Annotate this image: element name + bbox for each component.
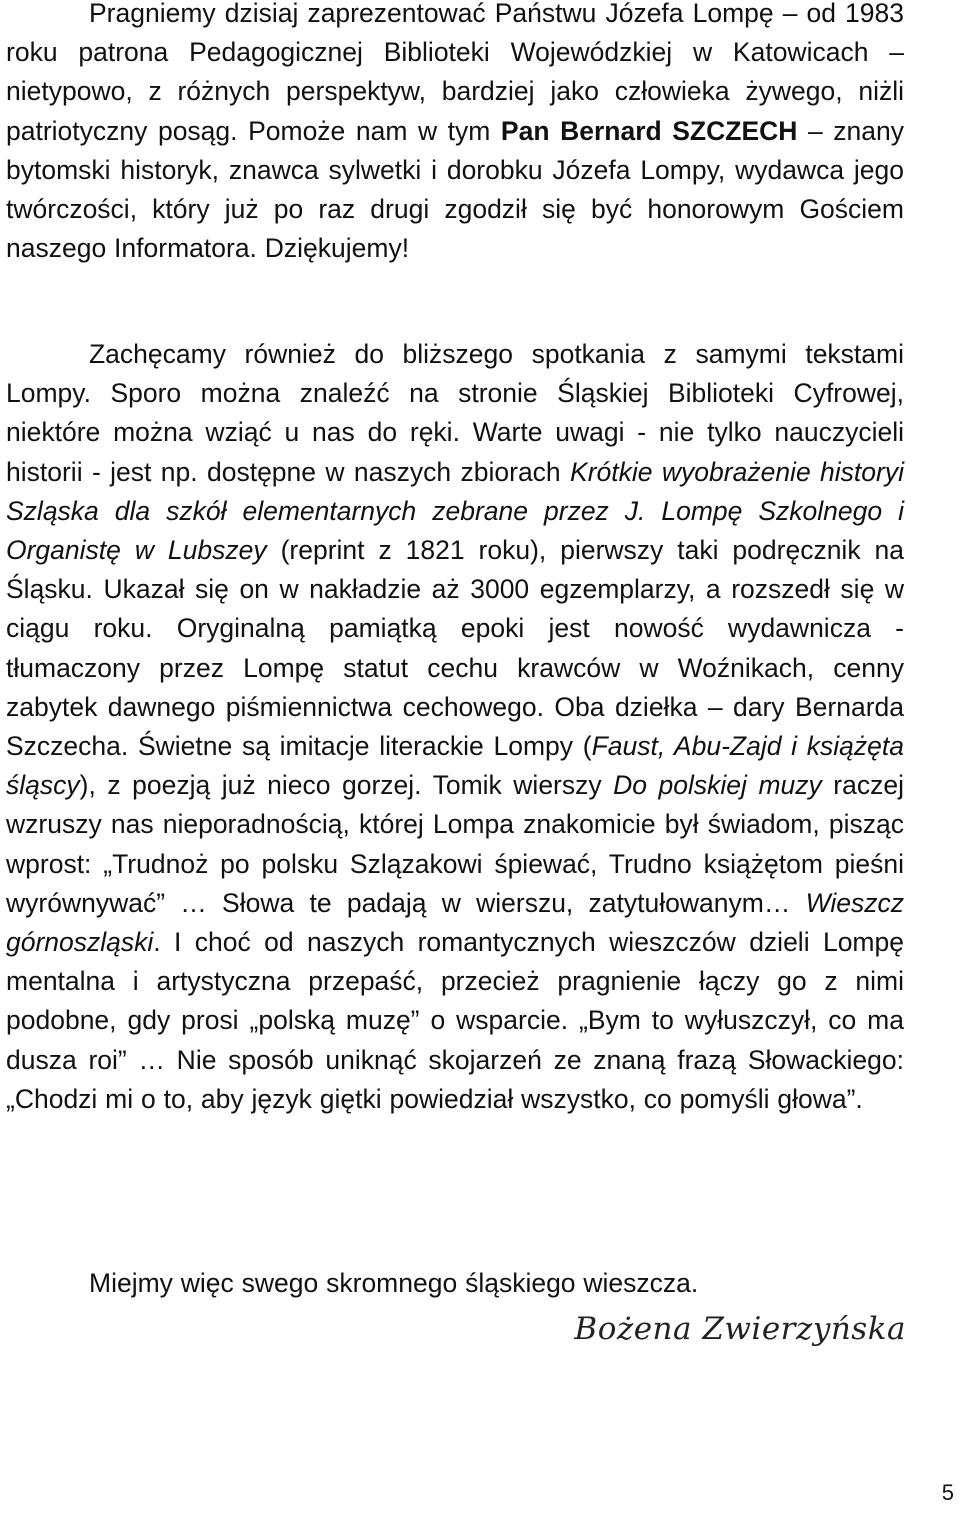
- paragraph-closing: [6, 1264, 904, 1303]
- paragraph-intro: [6, 0, 904, 268]
- paragraph-encouragement: [6, 335, 904, 1119]
- encouragement-text-part-4: raczej wzruszy nas nieporadnością, której Lompa znakomicie był świadom, pisząc wprost: „Trudnoż po polsku Szlązakowi śpiewać, Trudno książętom pieśni wyrównywać” … Słowa te padają w wierszu, zatytułowanym…: [6, 770, 904, 918]
- intro-text-part-1: Pragniemy dzisiaj zaprezentować Państwu Józefa Lompę – od 1983 roku patrona Pedagogicznej Biblioteki Wojewódzkiej w Katowicach – nietypowo, z różnych perspektyw, bardziej jako człowieka żywego, niżli patriotyczny posąg. Pomoże nam w tym: [6, 0, 904, 146]
- poem-collection-title: Do polskiej muzy: [613, 770, 822, 801]
- literary-imitations-titles: Faust, Abu-Zajd i książęta śląscy: [6, 731, 904, 801]
- page-number: 5: [941, 1480, 954, 1505]
- poem-title: Wieszcz górnoszląski: [6, 887, 904, 958]
- encouragement-text-part-3: ), z poezją już nieco gorzej. Tomik wierszy: [79, 770, 614, 801]
- intro-text-part-2: – znany bytomski historyk, znawca sylwetki i dorobku Józefa Lompy, wydawca jego twórczości, który już po raz drugi zgodził się być honorowym Gościem naszego Informatora. Dziękujemy!: [6, 115, 904, 264]
- encouragement-text-part-5: . I choć od naszych romantycznych wieszczów dzieli Lompę mentalna i artystyczna przepaść, przecież pragnienie łączy go z nimi podobne, gdy prosi „polską muzę” o wsparcie. „Bym to wyłuszczył, co ma dusza roi” … Nie sposób uniknąć skojarzeń ze znaną frazą Słowackiego: „Chodzi mi o to, aby język giętki powiedział wszystko, co pomyśli głowa”.: [6, 927, 904, 1114]
- guest-name: Pan Bernard SZCZECH: [500, 115, 798, 146]
- encouragement-text-part-1: Zachęcamy również do bliższego spotkania z samymi tekstami Lompy. Sporo można znaleźć na stronie Śląskiej Biblioteki Cyfrowej, niektóre można wziąć u nas do ręki. Warte uwagi - nie tylko nauczycieli historii - jest np. dostępne w naszych zbiorach: [6, 339, 904, 487]
- closing-text: Miejmy więc swego skromnego śląskiego wieszcza.: [89, 1268, 699, 1298]
- book-title-history: Krótkie wyobrażenie historyi Szląska dla szkół elementarnych zebrane przez J. Lompę Szkolnego i Organistę w Lubszey: [6, 456, 904, 566]
- author-signature: Bożena Zwierzyńska: [574, 1311, 906, 1347]
- encouragement-text-part-2: (reprint z 1821 roku), pierwszy taki podręcznik na Śląsku. Ukazał się on w nakładzie aż 3000 egzemplarzy, a rozszedł się w ciągu roku. Oryginalną pamiątką epoki jest nowość wydawnicza - tłumaczony przez Lompę statut cechu krawców w Woźnikach, cenny zabytek dawnego piśmiennictwa cechowego. Oba dziełka – dary Bernarda Szczecha. Świetne są imitacje literackie Lompy (: [6, 535, 904, 762]
